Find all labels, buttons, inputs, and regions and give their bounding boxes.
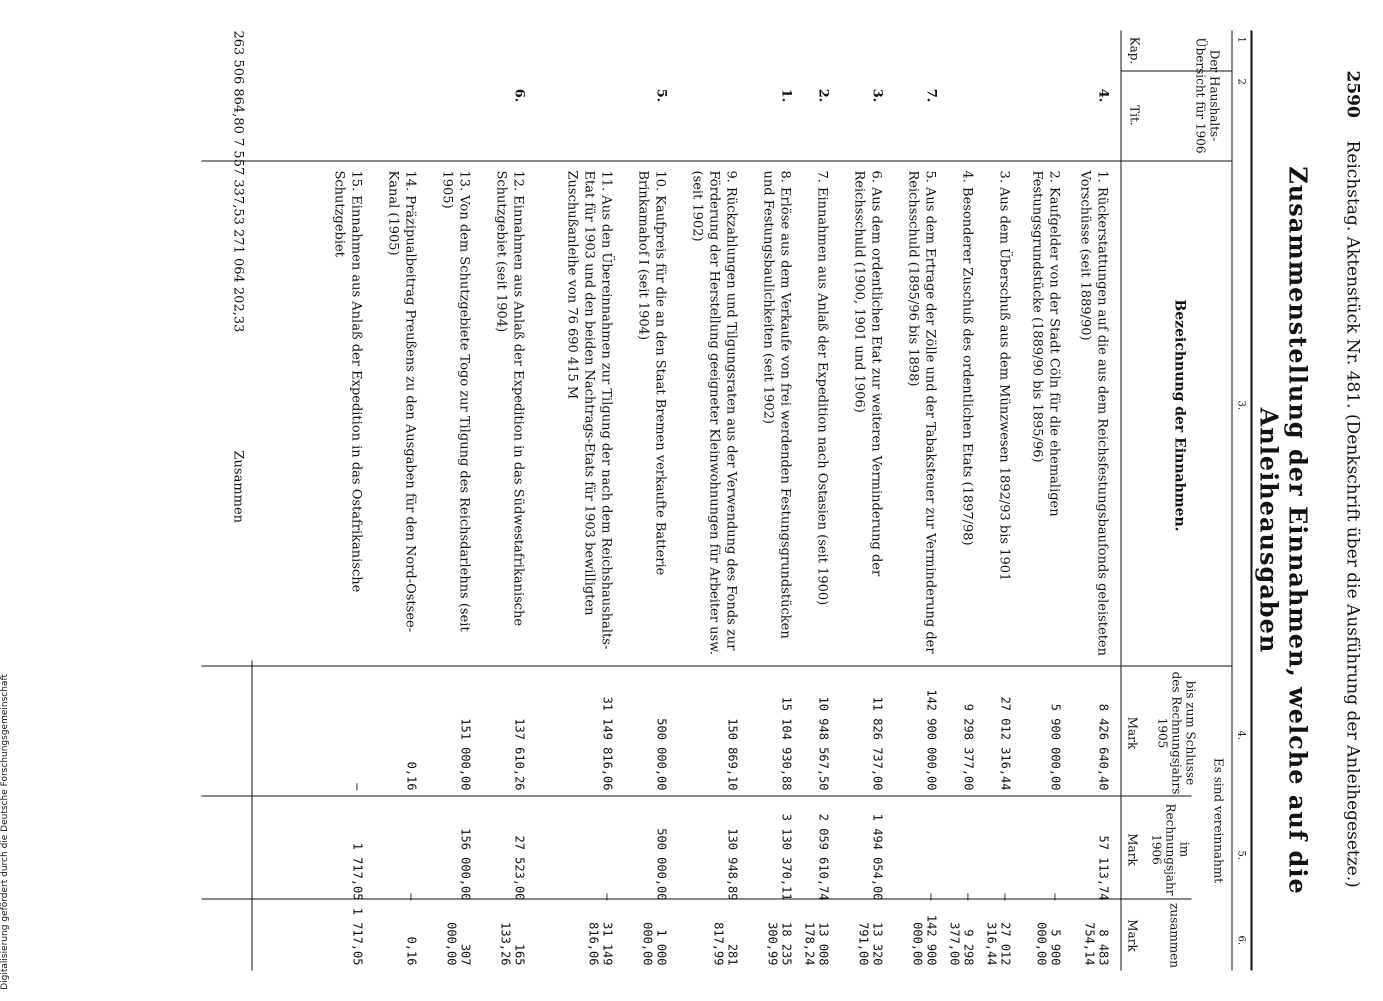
total-label: Zusammen (230, 450, 246, 524)
tit-header: Tit. (1127, 105, 1142, 126)
vereinnahmt-header: Es sind vereinnahmt (1211, 757, 1226, 884)
digitization-credit: Digitalisierung gefördert durch die Deutsche Forschungsgemeinschaft (0, 674, 10, 990)
running-title: Reichstag. Aktenstück Nr. 481. (Denkschrift über die Ausführung der Anleihegesetze.) (1342, 140, 1363, 888)
total-c4: 263 506 864,80 (230, 30, 246, 134)
c4-header: bis zum Schlusse des Rechnungsjahrs 1905 (1155, 671, 1198, 795)
colnum-5: 5. (1235, 850, 1247, 861)
total-c6: 271 064 202,33 (230, 229, 246, 333)
running-header (1337, 71, 1363, 981)
c6-unit: Mark (1125, 919, 1140, 952)
colnum-4: 4. (1235, 730, 1247, 741)
total-rule (252, 661, 253, 971)
page-title: Zusammenstellung der Einnahmen, welche auf die Anleiheausgaben (1254, 166, 1313, 895)
c5-unit: Mark (1125, 833, 1140, 866)
c4-unit: Mark (1125, 716, 1140, 750)
colnum-6: 6. (1235, 935, 1247, 946)
table-header (1121, 31, 1233, 971)
column-numbers (1233, 31, 1247, 971)
document-page (0, 1, 1383, 1001)
kap-header: Kap. (1127, 36, 1142, 65)
bezeichnung-header: Bezeichnung der Einnahmen. (1171, 299, 1188, 532)
c5-header: im Rechnungsjahr 1906 (1149, 803, 1192, 896)
page-number: 2590 (1342, 70, 1363, 118)
colnum-3: 3. (1235, 400, 1247, 411)
revenue-table (221, 31, 1253, 971)
table-body: 4. 1. Rückerstattungen auf die aus dem Reichsfestungsbaufonds geleisteten Vorschüsse (seit 1889/90) 8 426 640,40 57 113,74 8 483 754,14 2. Kaufgelder von der Stadt Cöln für die ehemaligen Festungsgrundstücke (1889/90 bis 1895/96) 5 900 000,00 — 5 900 000,00 3. Aus dem Überschuß aus dem Münzwesen 1892/93 bis 1901 27 012 316,44 — 27 012 316,44 4. Besonderer Zuschuß des ordentlichen Etats (1897/98) 9 298 377,00 — 9 298 377,00 7. 5. Aus dem Ertrage der Zölle und der Tabaksteuer zur Verminderung der Reichsschuld (1895/96 bis 1898) 142 900 000,00 — 142 900 000,00 3. 6. Aus dem ordentlichen Etat zur weiteren Verminderung der Reichsschuld (1900, 1901 und 1906) 11 826 737,00 1 494 054,00 13 320 791,00 2. 7. Einnahmen aus Anlaß der Expedition nach Ostasien (seit 1900) 10 948 567,50 2 059 610,74 13 008 178,24 1. 8. Erlöse aus dem Verkaufe von frei werdenden Festungsgrundstücken und Festungsbaulichkeiten (seit 1902) 15 104 930,88 3 130 370,11 18 235 300,99 9. Rückzahlungen und Tilgungsraten aus der Verwendung des Fonds zur Förderung der Herstellung geeigneter Kleinwohnungen für Arbeiter usw. (seit 1902) 150 869,10 130 948,89 281 817,99 5. 10. Kaufpreis für die an den Staat Bremen verkaufte Batterie Brinkamahof I (seit 1904) 500 000,00 500 000,00 1 000 000,00 11. Aus den Übereinnahmen zur Tilgung der nach dem Reichshaushalts-Etat für 1903 und den beiden Nachtrags-Etats für 1903 bewilligten Zuschußanleihe von 76 690 415 M 31 149 816,06 — 31 149 816,06 6. 12. Einnahmen aus Anlaß der Expedition in das Südwestafrikanische Schutzgebiet (seit 1904) 137 610,26 27 523,00 165 133,26 13. Von dem Schutzgebiete Togo zur Tilgung des Reichsdarlehns (seit 1905) 151 000,00 156 000,00 307 000,00 14. Präzipualbeitrag Preußens zu den Ausgaben für den Nord-Ostsee-Kanal (1905) 0,16 — 0,16 15. Einnahmen aus Anlaß der Expedition in das Ostafrikanische Schutzgebiet — 1 717,05 1 717,05 Zusammen 263 506 864,80 7 557 337,53 271 064 202,33 (221, 31, 1121, 971)
colnum-1: 1 (1235, 36, 1247, 43)
colnum-2: 2 (1235, 78, 1247, 85)
total-c5: 7 557 337,53 (230, 138, 246, 225)
haushalt-group-header: Der Haushalts-Übersicht für 1906 (1193, 37, 1222, 154)
c6-header: zusammen (1167, 903, 1182, 968)
total-row (220, 31, 246, 971)
